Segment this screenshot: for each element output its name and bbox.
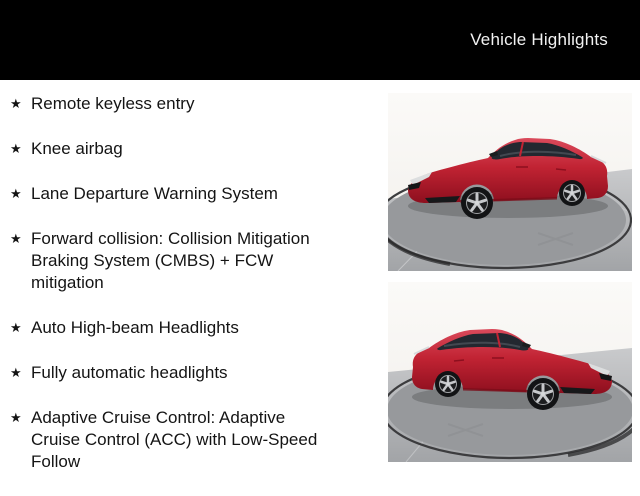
feature-item (10, 93, 336, 115)
star-bullet-icon: ★ (10, 231, 22, 246)
feature-item (10, 138, 336, 160)
star-bullet-icon: ★ (10, 186, 22, 201)
star-bullet-icon: ★ (10, 410, 22, 425)
feature-list (10, 93, 336, 496)
star-bullet-icon: ★ (10, 365, 22, 380)
content-area (0, 80, 640, 480)
star-bullet-icon: ★ (10, 141, 22, 156)
feature-text: Forward collision: Collision Mitigation Braking System (CMBS) + FCW mitigation (31, 229, 310, 292)
feature-item (10, 317, 336, 339)
vehicle-photo-front-right-illustration (388, 282, 632, 462)
feature-text: Auto High-beam Headlights (31, 318, 239, 337)
vehicle-photo-front-left-illustration (388, 93, 632, 271)
feature-text: Remote keyless entry (31, 94, 195, 113)
header-bar (0, 0, 640, 80)
star-bullet-icon: ★ (10, 320, 22, 335)
feature-item (10, 228, 336, 294)
photo-column (388, 93, 632, 473)
feature-text: Adaptive Cruise Control: Adaptive Cruise Control (ACC) with Low-Speed Follow (31, 408, 318, 471)
feature-item (10, 362, 336, 384)
feature-item (10, 407, 336, 473)
vehicle-photo-front-left[interactable] (388, 93, 632, 271)
page-title: Vehicle Highlights (470, 30, 608, 49)
vehicle-photo-front-right[interactable] (388, 282, 632, 462)
feature-item (10, 183, 336, 205)
feature-text: Knee airbag (31, 139, 123, 158)
feature-text: Fully automatic headlights (31, 363, 228, 382)
feature-text: Lane Departure Warning System (31, 184, 278, 203)
star-bullet-icon: ★ (10, 96, 22, 111)
